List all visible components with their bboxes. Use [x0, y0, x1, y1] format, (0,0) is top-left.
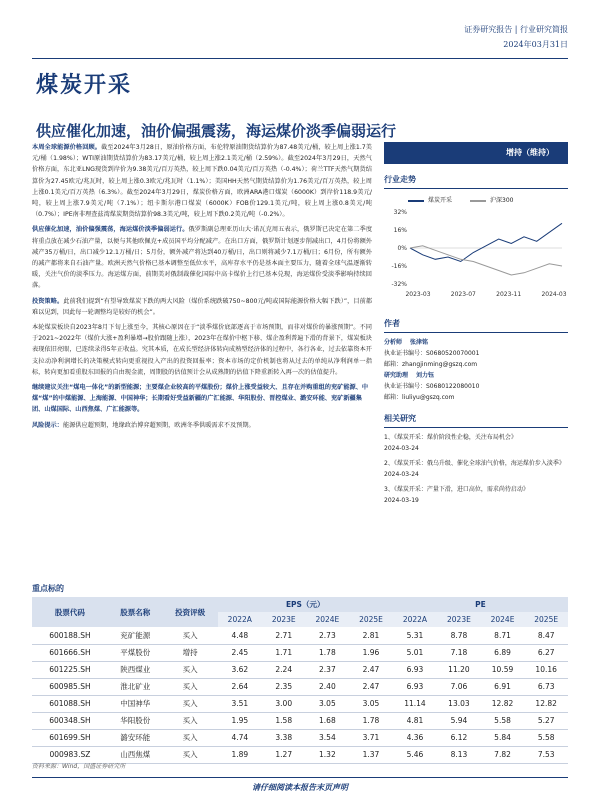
report-body — [32, 142, 372, 435]
legend-item-coal: 煤炭开采 — [408, 195, 452, 204]
table-cell: 3.54 — [306, 729, 350, 746]
author-cert: 执业证书编号：S0680122080010 — [384, 383, 480, 390]
table-cell: 买入 — [163, 729, 218, 746]
chart-legend — [408, 195, 568, 204]
table-cell: 1.78 — [306, 644, 350, 661]
table-cell: 1.32 — [306, 746, 350, 763]
table-cell: 1.27 — [262, 746, 306, 763]
table-cell: 1.96 — [349, 644, 393, 661]
table-cell: 1.37 — [349, 746, 393, 763]
table-cell: 2.40 — [306, 678, 350, 695]
rating-badge: 增持（维持） — [384, 142, 568, 164]
col-year: 2023E — [262, 612, 306, 627]
table-cell: 华阳股份 — [108, 712, 163, 729]
table-cell: 6.27 — [524, 644, 568, 661]
report-date: 2024年03月31日 — [503, 40, 568, 49]
table-cell: 3.62 — [218, 661, 262, 678]
col-year: 2024E — [481, 612, 525, 627]
table-cell: 5.27 — [524, 712, 568, 729]
table-cell: 7.06 — [437, 678, 481, 695]
y-tick-label: 32% — [393, 209, 407, 216]
table-cell: 兖矿能源 — [108, 627, 163, 644]
col-year: 2025E — [349, 612, 393, 627]
col-eps: EPS（元） — [218, 597, 393, 612]
related-date: 2024-03-24 — [384, 445, 419, 452]
col-year: 2024E — [306, 612, 350, 627]
table-row — [32, 644, 568, 661]
table-cell: 12.82 — [524, 695, 568, 712]
table-cell: 5.94 — [437, 712, 481, 729]
stocks-table — [32, 597, 568, 764]
table-cell: 6.93 — [393, 661, 437, 678]
table-row — [32, 678, 568, 695]
table-cell: 3.05 — [349, 695, 393, 712]
trend-title: 行业走势 — [384, 174, 568, 189]
table-cell: 2.73 — [306, 627, 350, 644]
table-cell: 4.48 — [218, 627, 262, 644]
table-cell: 4.36 — [393, 729, 437, 746]
author-title: 作者 — [384, 318, 568, 333]
table-cell: 7.53 — [524, 746, 568, 763]
table-cell: 601666.SH — [32, 644, 108, 661]
table-cell: 600188.SH — [32, 627, 108, 644]
col-rating: 投资评级 — [163, 597, 218, 627]
table-cell: 11.14 — [393, 695, 437, 712]
table-cell: 1.78 — [349, 712, 393, 729]
table-cell: 8.78 — [437, 627, 481, 644]
table-cell: 4.81 — [393, 712, 437, 729]
table-cell: 5.46 — [393, 746, 437, 763]
author-email: 邮箱：zhangjinming@gszq.com — [384, 361, 478, 368]
table-cell: 11.20 — [437, 661, 481, 678]
footer-disclaimer: 请仔细阅读本报告末页声明 — [252, 783, 348, 792]
table-cell: 潞安环能 — [108, 729, 163, 746]
table-cell: 6.12 — [437, 729, 481, 746]
col-year: 2022A — [393, 612, 437, 627]
table-cell: 3.05 — [306, 695, 350, 712]
table-cell: 1.95 — [218, 712, 262, 729]
table-cell: 8.47 — [524, 627, 568, 644]
table-cell: 2.71 — [262, 627, 306, 644]
table-cell: 买入 — [163, 678, 218, 695]
table-cell: 6.91 — [481, 678, 525, 695]
table-title: 重点标的 — [32, 584, 64, 593]
report-header — [464, 22, 568, 52]
table-cell: 8.71 — [481, 627, 525, 644]
table-cell: 7.18 — [437, 644, 481, 661]
table-cell: 买入 — [163, 695, 218, 712]
table-cell: 买入 — [163, 712, 218, 729]
table-cell: 5.84 — [481, 729, 525, 746]
table-cell: 2.64 — [218, 678, 262, 695]
table-cell: 8.13 — [437, 746, 481, 763]
col-year: 2023E — [437, 612, 481, 627]
table-cell: 1.58 — [262, 712, 306, 729]
table-cell: 5.01 — [393, 644, 437, 661]
table-cell: 601699.SH — [32, 729, 108, 746]
table-cell: 3.71 — [349, 729, 393, 746]
paragraph-valuation: 本轮煤炭板块自2023年8月下旬上涨至今，其核心原因在于“淡季煤价底部逐高于市场预期，而非对煤价的暴涨预期”。不同于2021~2022年（煤价大涨+盈利暴增→股价跟随上涨），2023年在煤价中枢下移、煤企盈利普遍下滑的背景下，煤炭板块表现依旧亮眼，已连续录得5年正收益。究其本质，在成长型经济体转向成熟型经济体的过程中，各行各业，过去依靠资本开支拉动净利润增长的决策模式转向更重视投入产出的投资回报率；资本市场的定价机制也将从过去的单纯从净利润单一指标，转向更加看重股东回报的自由现金流，周期股的估值预计会从成熟期的估值下降重新转入再一次的估值提升。 — [32, 324, 372, 376]
table-cell: 买入 — [163, 746, 218, 763]
table-row — [32, 627, 568, 644]
table-cell: 2.37 — [306, 661, 350, 678]
table-cell: 2.45 — [218, 644, 262, 661]
trend-chart — [384, 204, 568, 304]
related-item[interactable]: 3、《煤炭开采：产量下滑，进口高位，需求尚待启动》 — [384, 486, 529, 493]
table-cell: 2.81 — [349, 627, 393, 644]
report-type: 证券研究报告 | 行业研究简报 — [464, 25, 568, 34]
x-tick-label: 2023-03 — [405, 291, 431, 298]
table-cell: 山西焦煤 — [108, 746, 163, 763]
related-title: 相关研究 — [384, 413, 568, 428]
paragraph-energy-prices: 本周全球能源价格回顾。截至2024年3月28日，原油价格方面，布伦特原油期货结算价为87.48美元/桶，较上周上涨1.7美元/桶（1.98%）；WTI原油期货结算价为83.17美元/桶，较上周上涨2.1美元/桶（2.59%）。截至2024年3月29日，天然气价格方面，东北亚LNG现货到岸价为9.38美元/百万英热，较上周下跌0.04美元/百万英热（-0.4%）；荷兰TTF天然气期货结算价为27.45欧元/兆瓦时，较上周上涨0.3欧元/兆瓦时（1.1%）；美国HH天然气期货结算价为1.76美元/百万英热，较上周上涨0.1美元/百万英热（6.3%）。截至2024年3月29日，煤炭价格方面，欧洲ARA港口煤炭（6000K）到岸价118.9美元/吨，较上周上涨7.9美元/吨（7.1%）；纽卡斯尔港口煤炭（6000K）FOB价129.1美元/吨，较上周上涨0.8美元/吨（0.7%）；IPE南非理查兹湾煤炭期货结算价98.3美元/吨，较上周下跌0.2美元/吨（-0.2%）。 — [32, 144, 372, 219]
table-cell: 淮北矿业 — [108, 678, 163, 695]
table-cell: 2.47 — [349, 661, 393, 678]
author-email: 邮箱：liuliyu@gszq.com — [384, 394, 455, 401]
table-cell: 600348.SH — [32, 712, 108, 729]
paragraph-supply: 供应催化加速，油价偏强震荡，海运煤价淡季偏弱运行。俄罗斯副总理亚历山大·诺瓦克周五表示，俄罗斯已决定在第二季度将重点放在减少石油产量，以便与其他欧佩克+成员国平均分配减产。在出口方面，俄罗斯计划逐步削减出口，4月份将额外减产35万桶/日，出口减少12.1万桶/日；5月份，额外减产将达到40万桶/日，出口则将减少7.1万桶/日；6月份，所有额外的减产都将来自石油产量。欧洲天然气价格已基本调整至低位水平，高库存水平仍是基本面主要压力，随着全球气温逐渐转暖，关注气价的淡季压力。海运煤方面，前期美对俄制裁催化国际中高卡煤价上行已基本兑现，海运煤价受淡季影响持续回落。 — [32, 226, 373, 290]
table-cell: 5.58 — [481, 712, 525, 729]
y-tick-label: 0% — [397, 245, 407, 252]
table-cell: 买入 — [163, 627, 218, 644]
table-cell: 6.93 — [393, 678, 437, 695]
related-date: 2024-03-19 — [384, 497, 419, 504]
y-tick-label: -32% — [391, 281, 407, 288]
table-cell: 600985.SH — [32, 678, 108, 695]
col-year: 2022A — [218, 612, 262, 627]
table-cell: 000983.SZ — [32, 746, 108, 763]
table-cell: 6.89 — [481, 644, 525, 661]
x-tick-label: 2024-03 — [541, 291, 567, 298]
sidebar — [384, 142, 568, 510]
table-cell: 601225.SH — [32, 661, 108, 678]
x-tick-label: 2023-07 — [450, 291, 476, 298]
table-cell: 2.24 — [262, 661, 306, 678]
table-cell: 4.74 — [218, 729, 262, 746]
table-cell: 3.38 — [262, 729, 306, 746]
col-pe: PE — [393, 597, 568, 612]
author-role-name: 研究助理 刘力钰 — [384, 372, 435, 379]
table-cell: 7.82 — [481, 746, 525, 763]
table-cell: 5.31 — [393, 627, 437, 644]
table-cell: 12.82 — [481, 695, 525, 712]
recommendation-text: 继续建议关注“煤电一体化”的新型能源；主要煤企业较高的平煤股份；煤价上涨受益较大、且存在并购重组的兖矿能源、中煤“煤”的中煤能源、上海能源、中国神华；长期看好受益新疆的广汇能源、华阳股份、晋控煤业、潞安环能、兖矿新疆集团、山煤国际、山西焦煤、广汇能源等。 — [32, 384, 369, 414]
report-title: 供应催化加速，油价偏强震荡，海运煤价淡季偏弱运行 — [36, 122, 397, 140]
table-cell: 601088.SH — [32, 695, 108, 712]
author-cert: 执业证书编号：S0680520070001 — [384, 350, 480, 357]
table-cell: 1.71 — [262, 644, 306, 661]
table-row — [32, 712, 568, 729]
table-cell: 3.51 — [218, 695, 262, 712]
footer-divider — [32, 777, 568, 778]
table-cell: 2.35 — [262, 678, 306, 695]
author-list — [384, 337, 568, 403]
legend-item-hs300: 沪深300 — [470, 195, 513, 204]
series-line — [410, 223, 562, 261]
related-item[interactable]: 1、《煤炭开采：煤价阶段性企稳，关注布局机会》 — [384, 434, 517, 441]
y-tick-label: -16% — [391, 263, 407, 270]
table-cell: 买入 — [163, 661, 218, 678]
col-code: 股票代码 — [32, 597, 108, 627]
table-cell: 陕西煤业 — [108, 661, 163, 678]
paragraph-strategy: 投资策略。此前我们提到“有望导致煤炭下跌的两大风险（煤价系统跌破750~800元/吨或国际能源价格大幅下跌）”，目前都难以见到，因此每一轮调整均是较好的机会”。 — [32, 297, 373, 316]
table-cell: 10.16 — [524, 661, 568, 678]
related-date: 2024-03-24 — [384, 471, 419, 478]
table-cell: 增持 — [163, 644, 218, 661]
table-cell: 1.89 — [218, 746, 262, 763]
y-tick-label: 16% — [393, 227, 407, 234]
author-role-name: 分析师 张津铭 — [384, 339, 429, 346]
table-source: 资料来源：Wind，国盛证券研究所 — [32, 763, 126, 770]
related-item[interactable]: 2、《煤炭开采：俄乌升级、催化全球油气价格，海运煤价步入淡季》 — [384, 460, 565, 467]
table-cell: 6.73 — [524, 678, 568, 695]
table-cell: 13.03 — [437, 695, 481, 712]
col-name: 股票名称 — [108, 597, 163, 627]
table-cell: 10.59 — [481, 661, 525, 678]
table-cell: 中国神华 — [108, 695, 163, 712]
table-row — [32, 695, 568, 712]
table-row — [32, 661, 568, 678]
table-cell: 2.47 — [349, 678, 393, 695]
risk-warning: 风险提示：能源供应超预期，地缘政治博弈超预期，欧洲冬季供暖需求不及预期。 — [32, 421, 255, 429]
table-cell: 5.58 — [524, 729, 568, 746]
series-line — [410, 246, 562, 275]
table-body — [32, 627, 568, 763]
col-year: 2025E — [524, 612, 568, 627]
table-row — [32, 729, 568, 746]
table-cell: 3.00 — [262, 695, 306, 712]
sector-title: 煤炭开采 — [36, 72, 133, 98]
x-tick-label: 2023-11 — [496, 291, 522, 298]
table-cell: 1.68 — [306, 712, 350, 729]
header-divider — [32, 58, 568, 59]
table-cell: 平煤股份 — [108, 644, 163, 661]
